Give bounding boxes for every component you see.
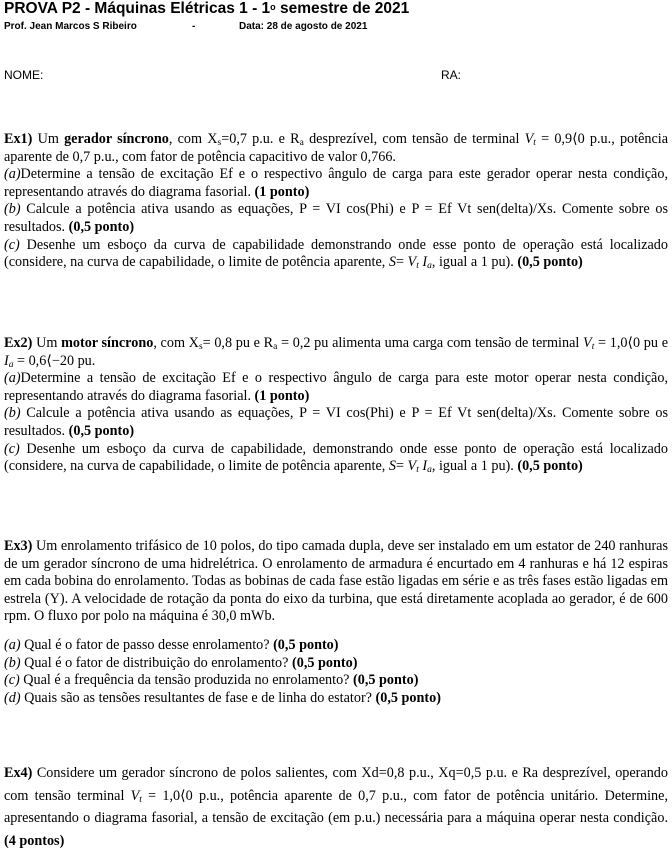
exercise-2 (4, 335, 668, 476)
exercise-1-item-c: (c) Desenhe um esboço da curva de capabilidade demonstrando onde esse ponto de operação está localizado (considere, na curva de capabilidade, o limite de potência aparente, $S= V_t$ $I_a$, igual a 1 pu). (0,5 ponto) (4, 236, 668, 272)
professor-name: Prof. Jean Marcos S Ribeiro (4, 21, 137, 32)
exercise-3-item-d: (d) Quais são as tensões resultantes de fase e de linha do estator? (0,5 ponto) (4, 689, 441, 706)
exercise-1-item-b: (b) Calcule a potência ativa usando as equações, P = VI cos(Phi) e P = Ef Vt sen(delta)/Xs. Comente sobre os resultados. (0,5 ponto) (4, 201, 668, 235)
name-field-label: NOME: (4, 68, 44, 82)
exercise-3 (4, 538, 668, 707)
exercise-4-statement: Ex4) Considere um gerador síncrono de polos salientes, com Xd=0,8 p.u., Xq=0,5 p.u. e Ra desprezível, operando com tensão terminal $V_t$ = 1,0⟨0 p.u., potência aparente de 0,7 p.u., com fator de potência unitário. Determine, apresentando o diagrama fasorial, a tensão de excitação (em p.u.) necessária para a máquina operar nesta condição. (4 pontos) (4, 765, 668, 849)
exercise-2-item-c: (c) Desenhe um esboço da curva de capabilidade, demonstrando onde esse ponto de operação está localizado (considere, na curva de capabilidade, o limite de potência aparente, $S= V_t$ $I_a$, igual a 1 pu). (0,5 ponto) (4, 440, 668, 476)
exercise-3-item-c: (c) Qual é a frequência da tensão produzida no enrolamento? (0,5 ponto) (4, 672, 419, 689)
exercise-2-statement: Ex2) Um motor síncrono, com $X_s= 0,8$ pu e $R_a = 0,2$ pu alimenta uma carga com tensão de terminal $V_t$ = 1,0⟨0 pu e $I_a$ = 0,6⟨−20 pu. (4, 335, 668, 370)
exercise-4 (4, 762, 668, 852)
exercise-2-item-b: (b) Calcule a potência ativa usando as equações, P = VI cos(Phi) e P = Ef Vt sen(delta)/Xs. Comente sobre os resultados. (0,5 ponto) (4, 405, 668, 439)
ra-field-label: RA: (441, 68, 462, 82)
separator: - (192, 21, 196, 32)
exam-title: PROVA P2 - Máquinas Elétricas 1 - 1$^o$ semestre de 2021 (4, 0, 410, 17)
exam-subtitle (4, 20, 368, 34)
exercise-1-item-a: (a)Determine a tensão de excitação Ef e o respectivo ângulo de carga para este gerador operar nesta condição, representando através do diagrama fasorial. (1 ponto) (4, 166, 668, 200)
exercise-3-item-a: (a) Qual é o fator de passo desse enrolamento? (0,5 ponto) (4, 636, 339, 653)
exercise-1 (4, 131, 668, 272)
exercise-3-item-b: (b) Qual é o fator de distribuição do enrolamento? (0,5 ponto) (4, 654, 358, 671)
exercise-2-item-a: (a)Determine a tensão de excitação Ef e o respectivo ângulo de carga para este motor operar nesta condição, representando através do diagrama fasorial. (1 ponto) (4, 370, 668, 404)
exam-date: Data: 28 de agosto de 2021 (239, 21, 368, 32)
exercise-1-statement: Ex1) Um gerador síncrono, com $X_s=0,7$ p.u. e $R_a$ desprezível, com tensão de terminal $V_t$ = 0,9⟨0 p.u., potência aparente de 0,7 p.u., com fator de potência capacitivo de valor 0,766. (4, 131, 669, 165)
exercise-3-statement: Ex3) Um enrolamento trifásico de 10 polos, do tipo camada dupla, deve ser instalado em um estator de 240 ranhuras de um gerador síncrono de uma hidrelétrica. O enrolamento de armadura é encurtado em 4 ranhuras e há 12 espiras em cada bobina do enrolamento. Todas as bobinas de cada fase estão ligadas em série e as três fases estão ligadas em estrela (Y). A velocidade de rotação da ponta do eixo da turbina, que está diretamente acoplada ao gerador, é de 600 rpm. O fluxo por polo na máquina é 30,0 mWb. (4, 538, 668, 625)
